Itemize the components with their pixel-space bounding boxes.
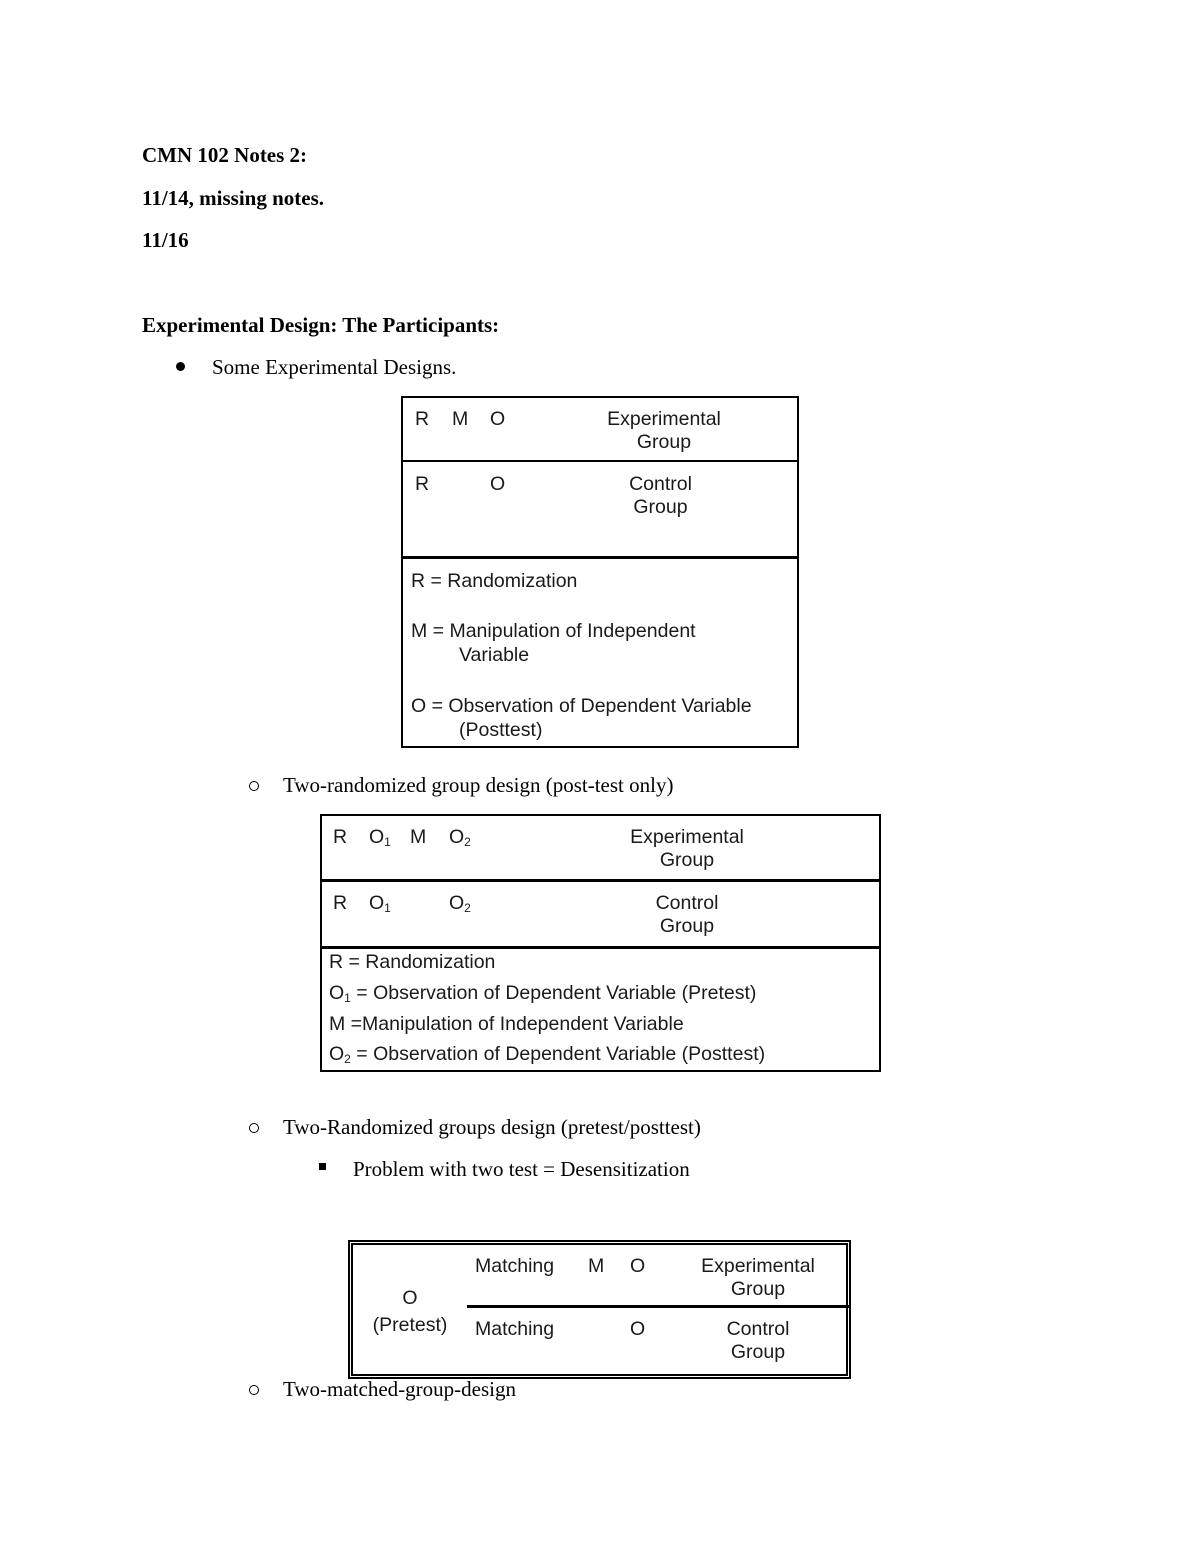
table3-row2-matching: Matching bbox=[475, 1318, 555, 1340]
table2-legend-r: R = Randomization bbox=[329, 951, 496, 973]
table1-row1-o: O bbox=[490, 408, 506, 430]
table2-legend-o1: $O_1$ = Observation of Dependent Variable (Pretest) bbox=[329, 982, 757, 1005]
design-matched-group: Two-matched-group-design bbox=[283, 1377, 516, 1401]
design-table-3 bbox=[348, 1240, 851, 1379]
table2-row1-o2: $O_2$ bbox=[449, 826, 471, 849]
table2-legend-m: M =Manipulation of Independent Variable bbox=[329, 1013, 684, 1035]
table1-row1-m: M bbox=[452, 408, 469, 430]
bullet-text: Some Experimental Designs. bbox=[212, 355, 457, 379]
table1-row2-r: R bbox=[415, 473, 430, 495]
table1-row2-label: Control Group bbox=[629, 473, 692, 518]
table3-row1-label: Experimental Group bbox=[701, 1255, 815, 1300]
table3-row1-o: O bbox=[630, 1255, 646, 1277]
table1-legend-m-cont: Variable bbox=[459, 644, 530, 666]
table3-left-cell: O (Pretest) bbox=[372, 1287, 448, 1336]
table2-row1-label: Experimental Group bbox=[630, 826, 744, 871]
table3-row1-matching: Matching bbox=[475, 1255, 555, 1277]
table2-legend-o2: $O_2$ = Observation of Dependent Variable (Posttest) bbox=[329, 1043, 766, 1066]
circle-bullet-icon bbox=[249, 1385, 259, 1395]
table2-row2-r: R bbox=[333, 892, 348, 914]
table3-row2-label: Control Group bbox=[726, 1318, 790, 1363]
table1-legend-m: M = Manipulation of Independent bbox=[411, 620, 696, 642]
table2-row1-m: M bbox=[410, 826, 427, 848]
table1-legend-o: O = Observation of Dependent Variable bbox=[411, 695, 752, 717]
table1-legend-r: R = Randomization bbox=[411, 570, 578, 592]
section-heading: Experimental Design: The Participants: bbox=[142, 313, 500, 337]
table2-row2-o2: $O_2$ bbox=[449, 892, 471, 915]
table2-row2-label: Control Group bbox=[655, 892, 719, 937]
desensitization-note: Problem with two test = Desensitization bbox=[353, 1157, 690, 1181]
table1-row2-o: O bbox=[490, 473, 506, 495]
design-table-1 bbox=[401, 396, 799, 748]
design-pretest-posttest: Two-Randomized groups design (pretest/posttest) bbox=[283, 1115, 701, 1139]
square-bullet-icon bbox=[319, 1163, 326, 1170]
table1-legend-o-cont: (Posttest) bbox=[459, 719, 543, 741]
notes-title: CMN 102 Notes 2: bbox=[142, 143, 308, 167]
table3-row2-o: O bbox=[630, 1318, 646, 1340]
table2-row1-o1: $O_1$ bbox=[369, 826, 391, 849]
notes-date-missing: 11/14, missing notes. bbox=[142, 186, 325, 210]
circle-bullet-icon bbox=[249, 781, 259, 791]
table1-row1-label: Experimental Group bbox=[607, 408, 721, 453]
design-table-2 bbox=[320, 814, 881, 1072]
notes-date: 11/16 bbox=[142, 228, 189, 252]
table3-row1-m: M bbox=[588, 1255, 605, 1277]
design-post-test-only: Two-randomized group design (post-test only) bbox=[283, 773, 674, 797]
bullet-icon bbox=[176, 362, 185, 371]
table1-row1-r: R bbox=[415, 408, 430, 430]
table2-row1-r: R bbox=[333, 826, 348, 848]
circle-bullet-icon bbox=[249, 1123, 259, 1133]
table2-row2-o1: $O_1$ bbox=[369, 892, 391, 915]
